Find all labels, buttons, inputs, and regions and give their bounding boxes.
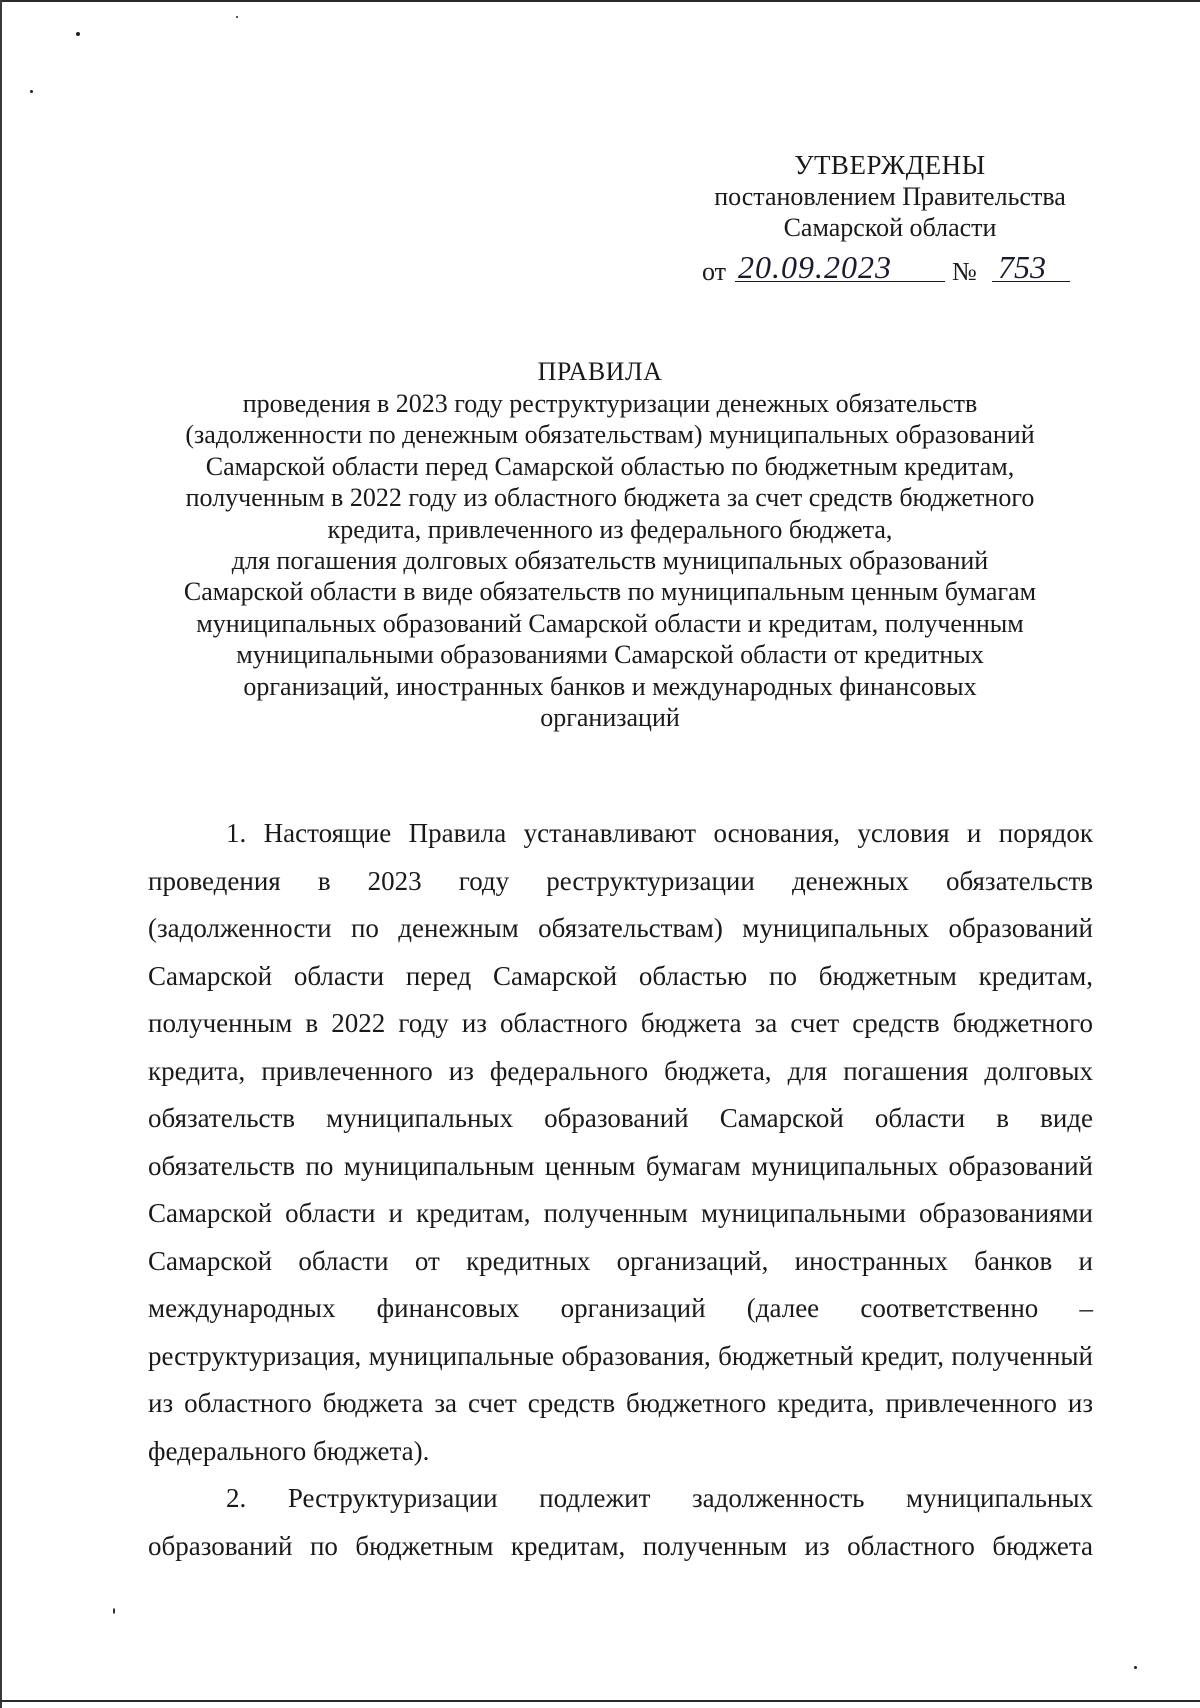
- approval-date-number: [702, 249, 1082, 293]
- document-title: ПРАВИЛА: [537, 357, 663, 386]
- scan-speck: [30, 90, 33, 93]
- document-body: [148, 810, 1093, 1570]
- document-subtitle: [150, 388, 1070, 733]
- date-prefix: от: [702, 257, 727, 286]
- approval-stamp: УТВЕРЖДЕНЫ: [794, 150, 986, 180]
- paragraph-2: 2. Реструктуризации подлежит задолженность муниципальных образований по бюджетным кредитам, полученным из областного бюджета: [148, 1483, 1093, 1561]
- number-sign: №: [952, 257, 977, 286]
- subtitle-line: организаций, иностранных банков и международных финансовых: [243, 671, 977, 701]
- scan-speck: [76, 32, 80, 36]
- scan-speck: [1134, 1666, 1137, 1669]
- approval-line-1: постановлением Правительства: [714, 182, 1066, 211]
- scan-edge-left: [0, 0, 2, 1708]
- scan-speck: [113, 1608, 115, 1614]
- subtitle-line: муниципальными образованиями Самарской области от кредитных: [236, 640, 984, 670]
- subtitle-line: кредита, привлеченного из федерального бюджета,: [327, 514, 893, 544]
- scan-edge-top: [0, 0, 1200, 2]
- handwritten-number: 753: [998, 249, 1046, 285]
- subtitle-line: организаций: [540, 703, 680, 733]
- subtitle-line: (задолженности по денежным обязательствам) муниципальных образований: [185, 420, 1035, 450]
- subtitle-line: муниципальных образований Самарской области и кредитам, полученным: [196, 608, 1024, 638]
- subtitle-line: для погашения долговых обязательств муниципальных образований: [231, 546, 989, 576]
- subtitle-line: Самарской области перед Самарской областью по бюджетным кредитам,: [205, 451, 1015, 481]
- paragraph-1: 1. Настоящие Правила устанавливают основания, условия и порядок проведения в 2023 году реструктуризации денежных обязательств (задолженности по денежным обязательствам) муниципальных образований Самарской области перед Самарской областью по бюджетным кредитам, полученным в 2022 году из областного бюджета за счет средств бюджетного кредита, привлеченного из федерального бюджета, для погашения долговых обязательств муниципальных образований Самарской области в виде обязательств по муниципальным ценным бумагам муниципальных образований Самарской области и кредитам, полученным муниципальными образованиями Самарской области от кредитных организаций, иностранных банков и международных финансовых организаций (далее соответственно – реструктуризация, муниципальные образования, бюджетный кредит, полученный из областного бюджета за счет средств бюджетного кредита, привлеченного из федерального бюджета).: [148, 818, 1093, 1466]
- subtitle-line: полученным в 2022 году из областного бюджета за счет средств бюджетного: [185, 483, 1035, 513]
- subtitle-line: Самарской области в виде обязательств по муниципальным ценным бумагам: [183, 577, 1037, 607]
- subtitle-line: проведения в 2023 году реструктуризации денежных обязательств: [242, 389, 978, 418]
- approval-block: [680, 150, 1100, 243]
- scan-speck: [236, 16, 238, 18]
- approval-line-2: Самарской области: [783, 213, 997, 242]
- scan-edge-bottom: [0, 1700, 1200, 1702]
- handwritten-date: 20.09.2023: [738, 249, 892, 285]
